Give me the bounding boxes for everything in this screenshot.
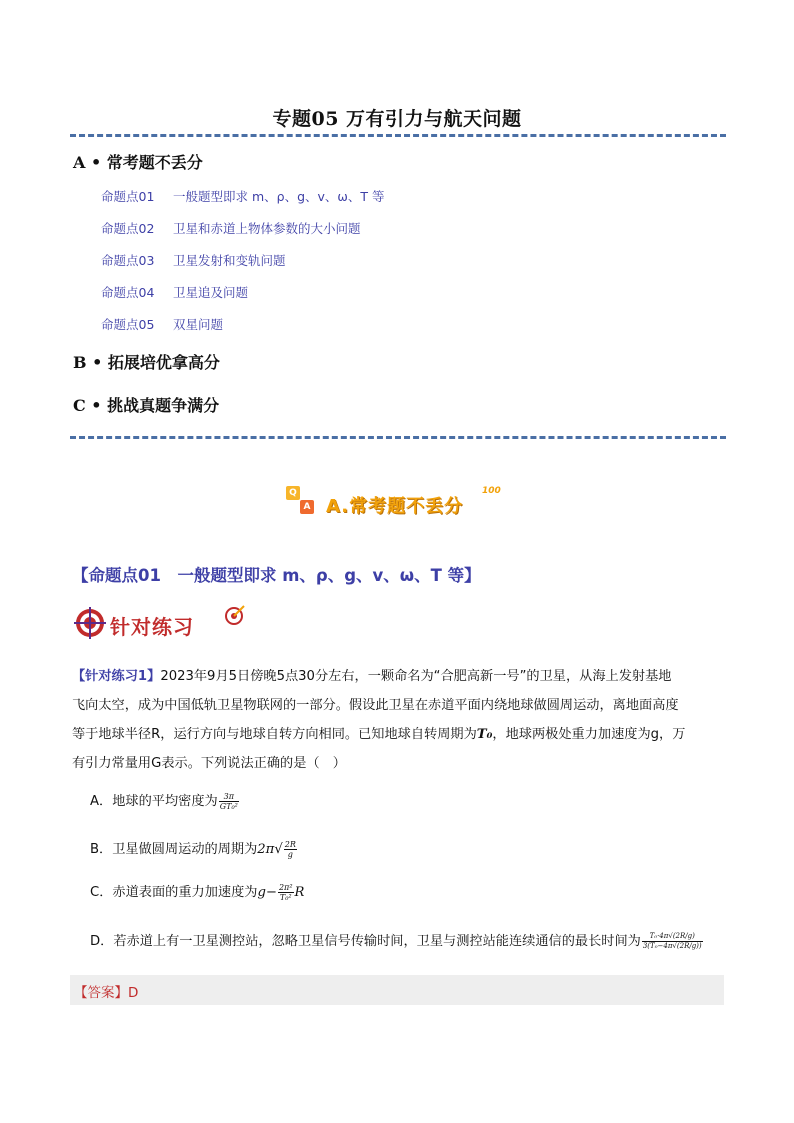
period-formula: 2π√ $\frac{2R}{g}$: [257, 840, 296, 859]
gravity-formula: g− $\frac{\text{2π²}}{\text{T₀²}}$ R: [257, 883, 305, 902]
toc-item-04[interactable]: 命题点04 卫星追及问题: [101, 285, 249, 300]
divider-bottom: [70, 436, 726, 439]
practice-label: 针对练习: [110, 615, 194, 639]
divider-top: [70, 134, 726, 137]
section-banner: [286, 486, 508, 526]
q-badge-icon: Q: [286, 486, 300, 500]
option-a[interactable]: A．地球的平均密度为 $\frac{3\pi}{\text{GT₀²}}$: [90, 791, 238, 811]
answer-text: 【答案】D: [74, 985, 139, 1001]
option-d[interactable]: D．若赤道上有一卫星测控站，忽略卫星信号传输时间，卫星与测控站能连续通信的最长时间为 $\frac{\text{T₀·4π√(2R/g)}}{\text{3(T₀−4π√(2R/g))}}$: [90, 931, 702, 950]
section-heading: 【命题点01 一般题型即求 m、ρ、g、v、ω、T 等】: [72, 566, 481, 585]
page-title: 专题05 万有引力与航天问题: [272, 108, 522, 130]
target-icon: [74, 606, 108, 640]
section-a: A • 常考题不丢分: [73, 153, 203, 172]
a-badge-icon: A: [300, 500, 314, 514]
practice-banner: [74, 604, 254, 642]
toc-item-01[interactable]: 命题点01 一般题型即求 m、ρ、g、v、ω、T 等: [101, 189, 385, 204]
dart-target-icon: [224, 604, 246, 626]
score-100-icon: 100: [482, 486, 501, 496]
option-c[interactable]: C．赤道表面的重力加速度为g− $\frac{\text{2π²}}{\text{T₀²}}$ R: [90, 883, 305, 902]
section-b: B • 拓展培优拿高分: [73, 353, 220, 372]
banner-text: A.常考题不丢分: [326, 496, 464, 517]
density-formula: $\frac{3\pi}{\text{GT₀²}}$: [219, 791, 238, 811]
question-text: 【针对练习1】2023年9月5日傍晚5点30分左右，一颗命名为“合肥高新一号”的卫星，从海上发射基地 飞向太空，成为中国低轨卫星物联网的一部分。假设此卫星在赤道平面内绕地球做圆周运动，离地面高度 等于地球半径R，运行方向与地球自转方向相同。已知地球自转周期为T₀，地球两极处重力加速度为g，万 有引力常量用G表示。下列说法正确的是（ ）: [72, 669, 686, 771]
time-formula: $\frac{\text{T₀·4π√(2R/g)}}{\text{3(T₀−4π√(2R/g))}}$: [642, 931, 702, 950]
question-tag: 【针对练习1】: [72, 669, 161, 684]
toc-item-02[interactable]: 命题点02 卫星和赤道上物体参数的大小问题: [101, 221, 361, 236]
section-c: C • 挑战真题争满分: [73, 396, 220, 415]
toc-item-03[interactable]: 命题点03 卫星发射和变轨问题: [101, 253, 286, 268]
answer-box: [70, 975, 724, 1005]
toc-item-05[interactable]: 命题点05 双星问题: [101, 317, 224, 332]
option-b[interactable]: B．卫星做圆周运动的周期为2π√ $\frac{2R}{g}$: [90, 840, 296, 859]
